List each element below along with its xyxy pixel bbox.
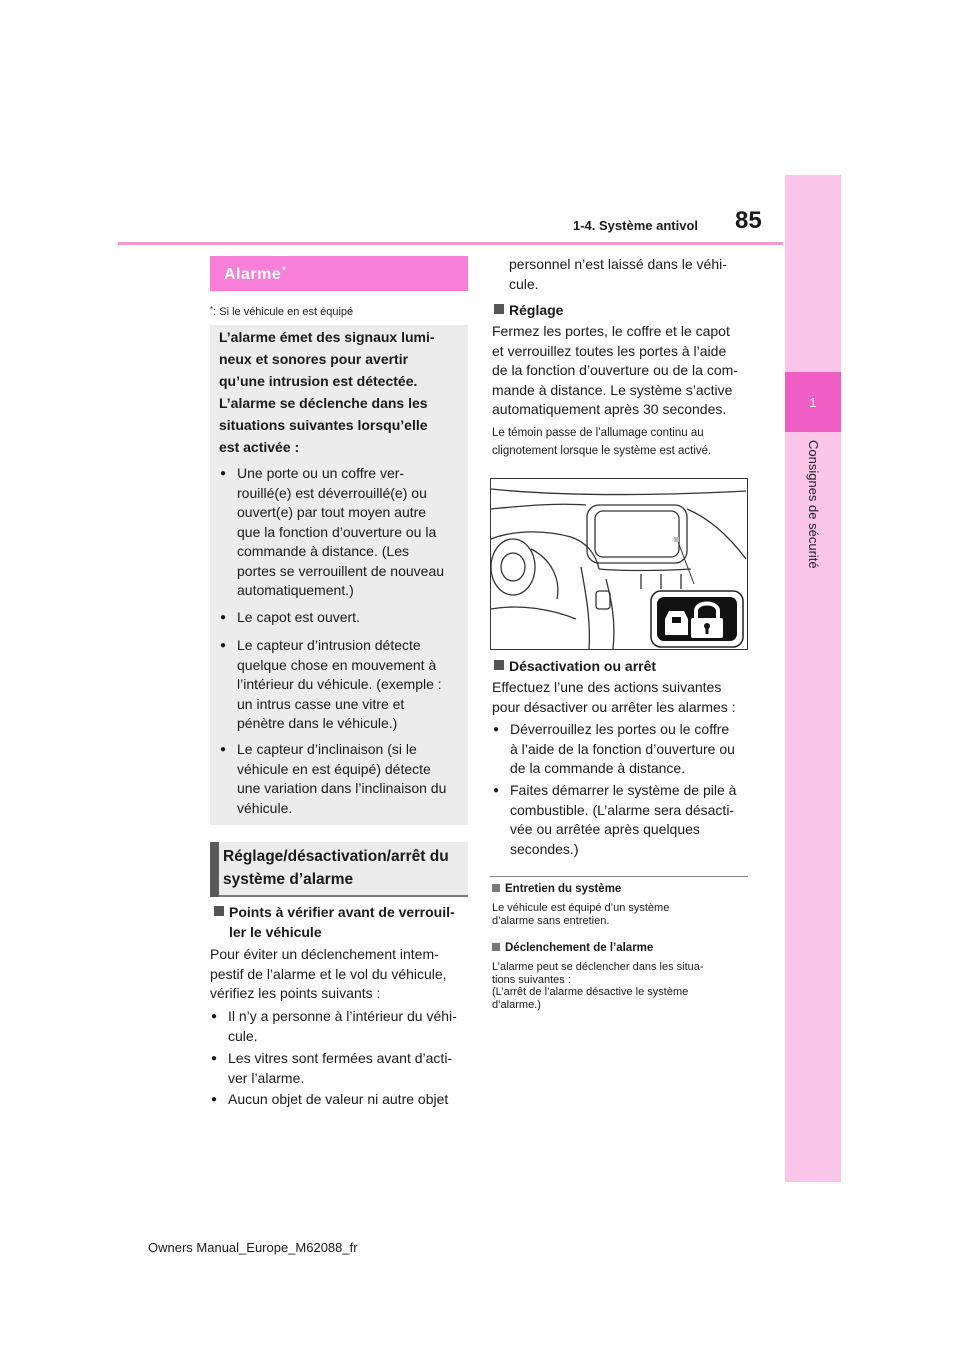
- bullet-line: ● Le capot est ouvert.: [237, 609, 360, 625]
- heading-line: Réglage/désactivation/arrêt du: [223, 848, 449, 865]
- header-rule: [118, 242, 783, 245]
- text-line: mande à distance. Le système s’active: [492, 381, 733, 398]
- chapter-side-strip: [785, 175, 841, 1182]
- chapter-side-label: [770, 440, 856, 590]
- text-line: de la fonction d’ouverture ou de la com-: [492, 362, 738, 378]
- setting-section-title: [223, 845, 465, 891]
- text-line: Fermez les portes, le coffre et le capot: [492, 323, 730, 339]
- check-item-continued: [509, 255, 749, 294]
- bullet-line: un intrus casse une vitre et: [237, 695, 405, 712]
- bullet-line: pénètre dans le véhicule.): [237, 715, 398, 731]
- check-item: [228, 1049, 472, 1088]
- bullet-line: ● Faites démarrer le système de pile à: [510, 782, 737, 798]
- alarm-trigger-item: [237, 740, 469, 818]
- bullet-line: ● Une porte ou un coffre ver-: [237, 465, 405, 481]
- bullet-line: que la fonction d’ouverture ou la: [237, 523, 437, 540]
- bullet-line: ● Les vitres sont fermées avant d’acti-: [228, 1050, 453, 1066]
- alarm-trigger-item: [237, 464, 469, 601]
- deactivation-item: [510, 720, 754, 779]
- bullet-line: une variation dans l’inclinaison du: [237, 780, 447, 796]
- text-line: automatiquement après 30 secondes.: [492, 401, 727, 417]
- alarm-trigger-item: [237, 636, 469, 734]
- note-heading: Déclenchement de l’alarme: [492, 941, 748, 955]
- text-line: clignotement lorsque le système est activé.: [492, 445, 712, 457]
- bullet-line: combustible. (L’alarme sera désacti-: [510, 801, 735, 818]
- intro-line: est activée :: [219, 439, 300, 455]
- chapter-label-text: Consignes de sécurité: [806, 440, 821, 569]
- text-line: cule.: [509, 275, 539, 292]
- bullet-line: automatiquement.): [237, 582, 354, 598]
- footer-document-id: Owners Manual_Europe_M62088_fr: [148, 1240, 358, 1255]
- check-item: [228, 1090, 472, 1110]
- page-number: 85: [735, 207, 762, 234]
- deactivation-text: [492, 678, 754, 717]
- chapter-number-tab[interactable]: [785, 372, 841, 432]
- text-line: Effectuez l’une des actions suivantes: [492, 679, 722, 695]
- bullet-line: à l’aide de la fonction d’ouverture ou: [510, 740, 735, 757]
- intro-line: L’alarme se déclenche dans les: [219, 395, 428, 411]
- heading-line: système d’alarme: [223, 871, 354, 888]
- bullet-line: ● Le capteur d’intrusion détecte: [237, 637, 421, 653]
- alarm-trigger-item: [237, 608, 469, 628]
- bullet-line: ouvert(e) par tout moyen autre: [237, 504, 427, 520]
- bullet-line: commande à distance. (Les: [237, 543, 409, 559]
- notes-divider: [490, 876, 748, 877]
- bullet-line: ● Déverrouillez les portes ou le coffre: [510, 721, 730, 737]
- reglage-note: [492, 424, 754, 460]
- bullet-line: ● Aucun objet de valeur ni autre objet: [228, 1091, 449, 1107]
- deactivation-heading: Désactivation ou arrêt: [509, 656, 739, 676]
- bullet-line: rouillé(e) est déverrouillé(e) ou: [237, 484, 427, 501]
- bullet-line: ● Il n’y a personne à l’intérieur du véhi-: [228, 1008, 457, 1024]
- heading-line: ler le véhicule: [229, 924, 322, 940]
- section-title: 1-4. Système antivol: [573, 218, 698, 233]
- note-text: Le véhicule est équipé d’un système d’alarme sans entretien.: [492, 902, 670, 927]
- bullet-line: l’intérieur du véhicule. (exemple :: [237, 676, 442, 692]
- check-points-text: [210, 945, 472, 1004]
- check-points-heading: [229, 902, 469, 942]
- reglage-text: [492, 322, 754, 420]
- alarm-footnote: [210, 305, 353, 318]
- dashboard-security-indicator-illustration: [490, 478, 748, 650]
- text-line: personnel n’est laissé dans le véhi-: [509, 256, 727, 272]
- footnote-text: : Si le véhicule en est équipé: [213, 306, 354, 318]
- text-line: et verrouillez toutes les portes à l’aide: [492, 342, 727, 359]
- note-text: L’alarme peut se déclencher dans les situa- tions suivantes : (L’arrêt de l’alarme désactive le système d’alarme.): [492, 961, 704, 1011]
- bullet-line: quelque chose en mouvement à: [237, 656, 437, 673]
- alarm-heading-text: Alarme: [224, 266, 282, 283]
- alarm-section-heading: [210, 256, 468, 291]
- text-line: pestif de l’alarme et le vol du véhicule,: [210, 965, 447, 982]
- note-heading: Entretien du système: [492, 882, 748, 896]
- bullet-line: véhicule.: [237, 799, 293, 816]
- footnote-mark: *: [210, 305, 214, 314]
- dashboard-illustration-icon: [491, 479, 747, 649]
- heading-line: Points à vérifier avant de verrouil-: [229, 904, 455, 920]
- text-line: Pour éviter un déclenchement intem-: [210, 946, 439, 962]
- bullet-line: véhicule en est équipé) détecte: [237, 760, 431, 777]
- chapter-number: 1: [809, 394, 817, 410]
- bullet-line: secondes.): [510, 840, 579, 857]
- deactivation-item: [510, 781, 754, 859]
- check-item: [228, 1007, 472, 1046]
- bullet-line: portes se verrouillent de nouveau: [237, 562, 445, 579]
- text-line: vérifiez les points suivants :: [210, 985, 381, 1001]
- intro-line: neux et sonores pour avertir: [219, 351, 409, 367]
- text-line: Le témoin passe de l’allumage continu au: [492, 427, 704, 439]
- bullet-line: de la commande à distance.: [510, 760, 686, 776]
- reglage-heading: Réglage: [509, 300, 739, 320]
- alarm-heading-mark: *: [282, 265, 287, 275]
- intro-line: situations suivantes lorsqu’elle: [219, 417, 428, 433]
- intro-line: qu’une intrusion est détectée.: [219, 373, 418, 389]
- bullet-line: vée ou arrêtée après quelques: [510, 821, 700, 837]
- bullet-line: ● Le capteur d’inclinaison (si le: [237, 741, 417, 757]
- alarm-intro: [219, 326, 464, 458]
- bullet-line: ver l’alarme.: [228, 1069, 305, 1086]
- intro-line: L’alarme émet des signaux lumi-: [219, 329, 435, 345]
- bullet-line: cule.: [228, 1027, 258, 1044]
- heading-accent-bar: [210, 842, 219, 897]
- text-line: pour désactiver ou arrêter les alarmes :: [492, 698, 736, 715]
- car-padlock-icon: [651, 591, 743, 647]
